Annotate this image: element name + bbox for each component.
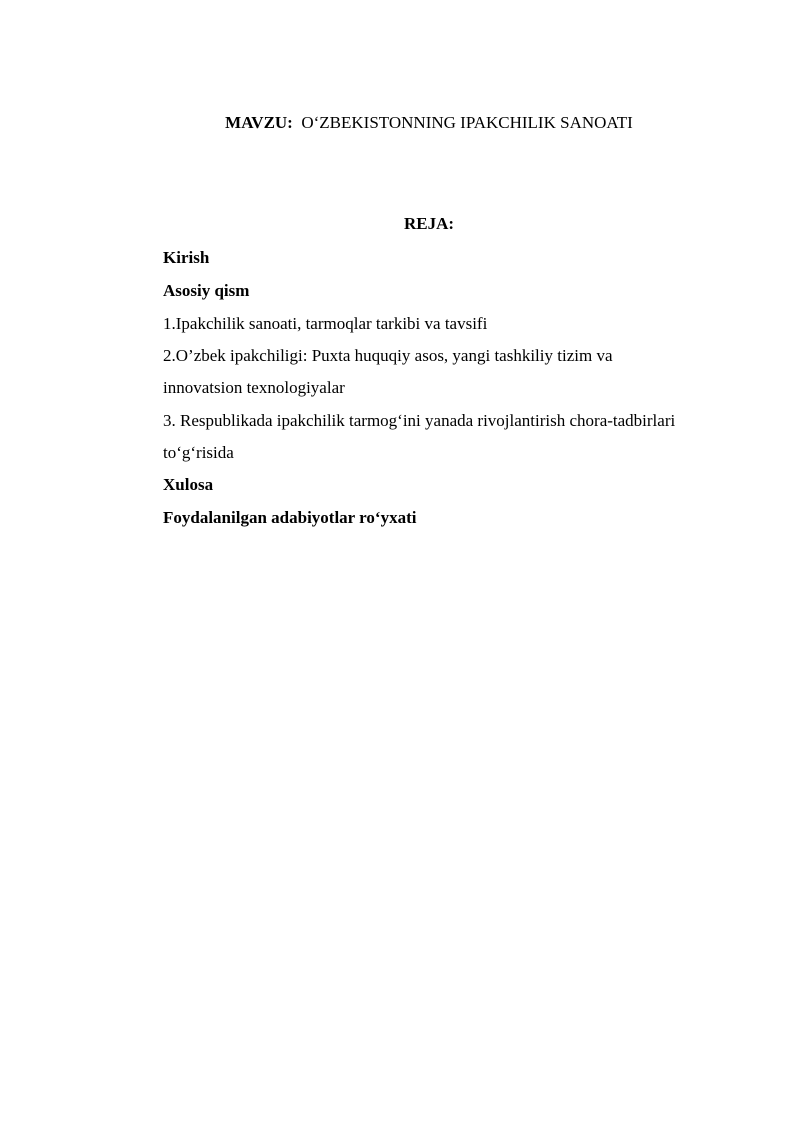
subsection-line: 2.O’zbek ipakchiligi: Puxta huquqiy asos, yangi tashkiliy tizim va [163, 346, 613, 365]
subsection-line: to‘g‘risida [163, 443, 234, 462]
subsection-line: innovatsion texnologiyalar [163, 378, 345, 397]
subsection-line: 1.Ipakchilik sanoati, tarmoqlar tarkibi va tavsifi [163, 314, 488, 333]
title-text: O‘ZBEKISTONNING IPAKCHILIK SANOATI [301, 113, 633, 132]
plan-label: Foydalanilgan adabiyotlar ro‘yxati [163, 508, 417, 527]
plan-heading: REJA: [403, 214, 455, 233]
plan-label: Asosiy qism [163, 281, 250, 300]
document-title [0, 111, 800, 135]
plan-label: Xulosa [163, 475, 214, 494]
title-prefix: MAVZU: [225, 113, 293, 132]
plan-label: Kirish [163, 248, 210, 267]
subsection-line: 3. Respublikada ipakchilik tarmog‘ini yanada rivojlantirish chora-tadbirlari [163, 411, 676, 430]
